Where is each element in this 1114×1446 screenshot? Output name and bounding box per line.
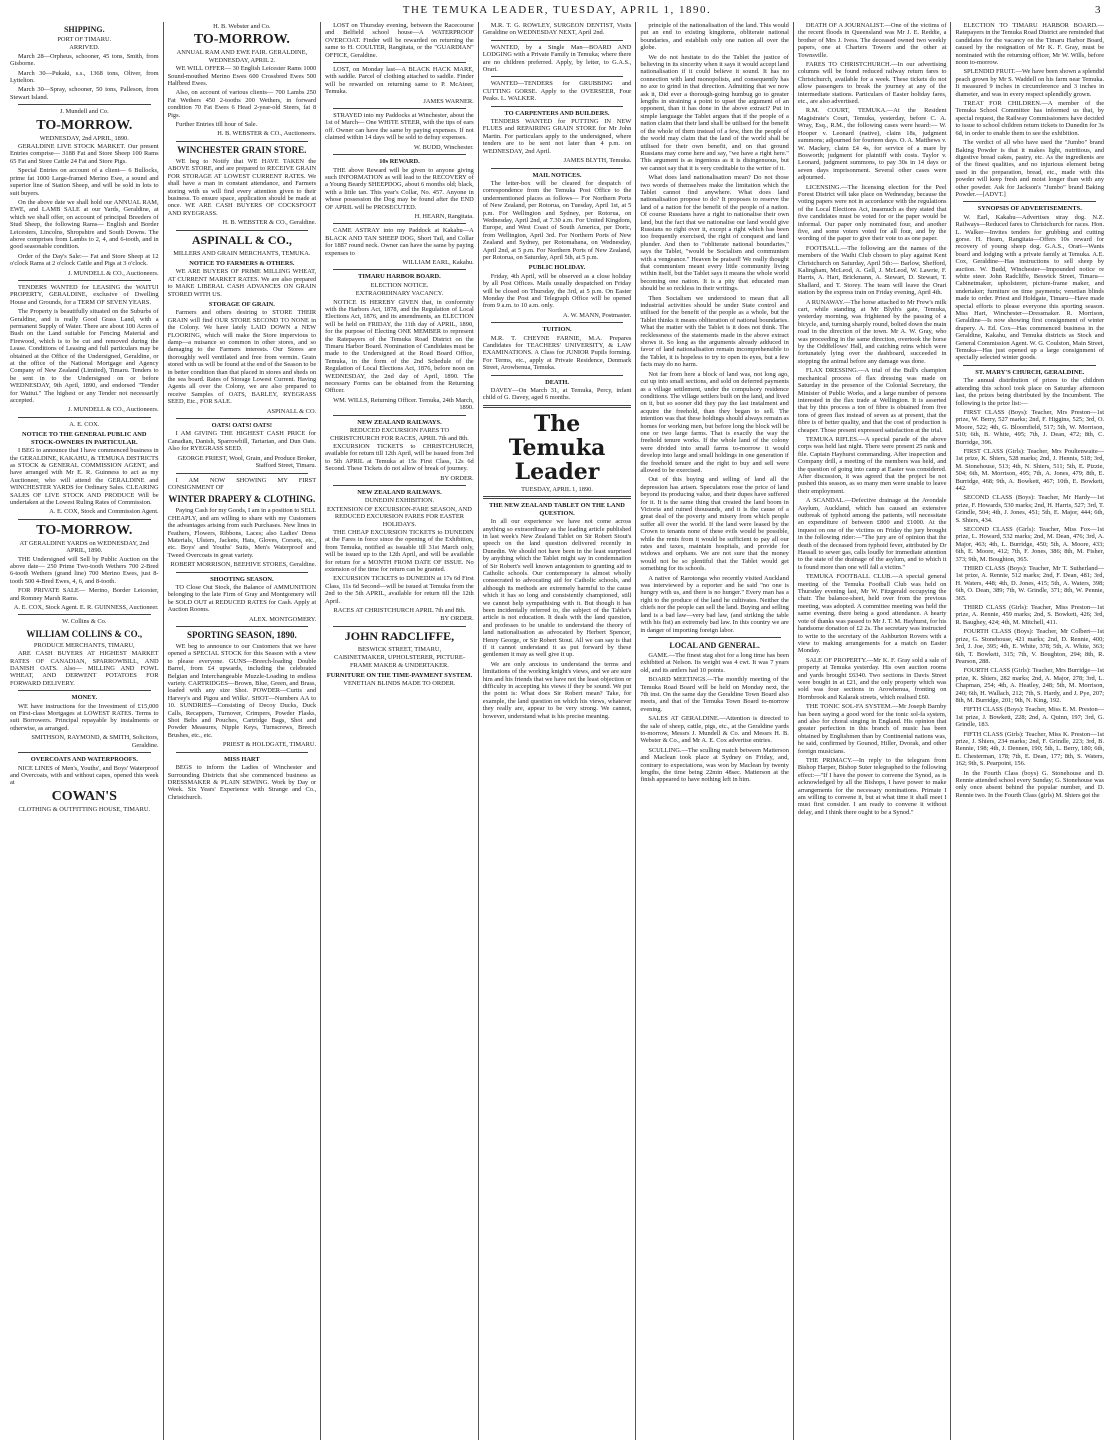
prize-list-entry: FOURTH CLASS (Boys): Teacher, Mr Colbert—1st prize, G. Stonehouse, 421 marks; 2nd, D. Rennie, 400; 3rd, J. Joe, 395; 4th, E. White, 378; 5th, A. White, 363; 6th, T. Bowkett, 315; 7th, V. Boughton, 294; 8th, R. Pearson, 288. bbox=[955, 628, 1105, 665]
ad-body: CAME ASTRAY into my Paddock at Kakahu—A BLACK AND TAN SHEEP DOG, Short Tail, and Collar for 1887 round neck. Owner can have the same by paying expenses to bbox=[325, 227, 474, 257]
ad-body: TENDERS WANTED for PUTTING IN NEW FLUES and REPAIRING GRAIN STORE for Mr John Martin. For particulars apply to the undersigned, where tenders are to be sent not later than 4 p.m. on WEDNESDAY, 2nd April. bbox=[482, 118, 632, 155]
prize-list-entry: SECOND CLASS (Boys): Teacher, Mr Hardy—1st prize, F. Howards, 530 marks; 2nd, H. Harris, 527; 3rd, T. Grindle, 504; 4th, J. Jones, 451; 5th, E. Major, 444; 6th, S. Shiers, 434. bbox=[955, 494, 1105, 524]
prize-list-entry: FIRST CLASS (Boys): Teacher, Mrs Preston—1st prize, W. Berry, 527 marks; 2nd, F. Higgins, 525; 3rd, O. Moore, 522; 4th, G. Bloomfield, 517; 5th, W. Morrison, 510; 6th, B. White, 495; 7th, J. Dean, 472; 8th, C. Burridge, 396. bbox=[955, 408, 1105, 446]
column-7 bbox=[950, 22, 1108, 1440]
ad-headline: DEATH. bbox=[545, 378, 569, 386]
port-heading: PORT OF TIMARU. bbox=[57, 36, 112, 43]
editorial-paragraph: A native of Rarotonga who recently visited Auckland was interviewed by a reporter and he said "no one is hungry with us, and there is no hunger." Every man has a right to the produce of the land he cultivates. Neither the chiefs nor the people can sell the land. Buying and selling land is a bad law—very bad law, (and striking the table with his fist) an extremely bad law. In this country we are in danger of importing foreign labor. bbox=[640, 574, 789, 634]
column-2 bbox=[163, 22, 321, 1440]
ad-body: I AM GIVING THE HIGHEST CASH PRICE for Canadian, Danish, Sparrowbill, Tartarian, and Dun Oats. Also for RYEGRASS SEED. bbox=[167, 430, 317, 453]
ad-headline: NEW ZEALAND RAILWAYS. bbox=[357, 488, 442, 496]
ad-headline: TENDERS WANTED for LEASING the WAITUI PROPERTY, GERALDINE, exclusive of Dwelling House and Grounds, for a TERM OF SEVEN YEARS. bbox=[10, 283, 159, 306]
ad-headline: NOTICE TO FARMERS & OTHERS. bbox=[189, 259, 295, 267]
ad-body: Friday, 4th April, will be observed as a close holiday by all Post Offices. Mails usually despatched on Friday will be closed on Thursday, the 3rd, at 5 p.m. On Easter Monday the Post and Telegraph Office will be opened from 9 a.m. to 10 a.m. only. bbox=[482, 272, 632, 310]
advertiser-name: H. B. Webster and Co. bbox=[213, 23, 271, 30]
advertiser-name: J. Mundell and Co. bbox=[59, 108, 109, 116]
page-title: THE TEMUKA LEADER, TUESDAY, APRIL 1, 1890. bbox=[402, 4, 712, 16]
prize-list-entry: FIRST CLASS (Girls): Teacher, Mrs Poultenwaite—1st prize, K. Shiers, 528 marks; 2nd, J. Hennis, 518; 3rd, M. Stonehouse, 513; 4th, N. Shiers, 511; 5th, E. Pizzie, 504; 6th, M. Morrison, 495; 7th, A. Jones, 479; 8th, E. Burridge, 468; 9th, A. Bowkett, 467; 10th, E. Bowkett, 442. bbox=[955, 447, 1105, 492]
news-item: W. Earl, Kakahu—Advertises stray dog. N.Z. Railways—Reduced fares to Christchurch for races. Hon. L. Walker—Invites tenders for grubbing and cutting gorse. H. Hearn, Rangitata—Offers 10s reward for recovery of young sheep dog. G.A.S., Orari—Wants board and lodging with a private family at Temuka. A.E. Cox, Geraldine—Has instructions to sell sheep by auction. W. Budd, Winchester—Impounded notice re white steer. John Radcliffe, Beswick Street, Timaru—Cabinetmaker, upholsterer, picture-frame maker, and undertaker; furniture on time payments; venetian blinds made to order. Priest and Holdgate, Timaru—Have made special efforts to please everyone this sporting season. Miss Hart, Winchester—Dressmaker. R. Morrison, Geraldine—Is now showing first consignment of winter drapery. A. Ed. Cox—Has commenced business in the Geraldine, Kakahu, and Temuka districts as Stock and General Commission Agent. W. G. Coulston, Main Street, Temuka—Has just opened up a large consignment of specially selected winter goods. bbox=[955, 213, 1105, 362]
ad-subhead: REDUCED EXCURSION FARES TO CHRISTCHURCH FOR RACES, APRIL 7th and 8th. bbox=[330, 427, 469, 442]
ad-signature: JAMES WARNER. bbox=[423, 97, 474, 105]
ad-headline: STORAGE OF GRAIN. bbox=[208, 300, 275, 308]
column-1 bbox=[6, 22, 163, 1440]
news-item: GAME.—The finest stag shot for a long time has been exhibited at Nelson. Its weight was 4 cwt. It was 7 years old, and its antlers had 10 points. bbox=[640, 651, 789, 674]
news-item: FARES TO CHRISTCHURCH.—In our advertising columns will be found reduced railway return fares to Christchurch, available for a week. These tickets do not allow passengers to break the journey at any of the intermediate stations. Particulars of Easter holiday fares, etc., are also advertised. bbox=[797, 61, 947, 106]
prize-list-entry: FIFTH CLASS (Boys): Teacher, Miss E. M. Preston—1st prize, J. Bowkett, 228; 2nd, A. Quinn, 197; 3rd, G. Grindle, 183. bbox=[955, 706, 1105, 729]
news-item: A RUNAWAY.—The horse attached to Mr Frew's milk cart, while standing at Mr Blyth's gate, Temuka, yesterday morning, was frightened by the passing of a bicycle, and, turning sharply round, bolted down the main road in the direction of the town. Mr A. W. Gray, who was proceeding in the same direction, overtook the horse by the Oddfellows' Hall, and catching reins which were fortunately lying over the dashboard, succeeded in stopping the animal before any damage was done. bbox=[797, 298, 947, 365]
news-item: THE PRIMACY.—In reply to the telegram from Bishop Harper, Bishop Suter telegraphed to the following effect:—"If I have the power to convene the Synod, as is acknowledged by all the Bishops, I have power to make arrangements for the necessary nominations. Primate I am willing to convene it, but at what time it shall meet I must first consider. I am ready to convene it without delay, and I think there ought to be a Synod." bbox=[797, 757, 947, 816]
arrival-entry: March 30—Pukaki, s.s., 1368 tons, Oliver, from Lyttelton. bbox=[10, 69, 159, 85]
ad-headline: TO-MORROW. bbox=[36, 522, 133, 538]
section-heading: SYNOPSIS OF ADVERTISEMENTS. bbox=[977, 205, 1082, 213]
ad-subhead: ELECTION NOTICE. bbox=[370, 281, 429, 289]
ad-headline: PUBLIC HOLIDAY. bbox=[528, 264, 586, 272]
ad-headline: FURNITURE ON THE TIME-PAYMENT SYSTEM. bbox=[326, 672, 473, 680]
ad-body: On the above date we shall hold our ANNUAL RAM, EWE, and LAMB SALE at our Yards, Geraldine, at which we shall offer, on account of principal Breeders of Stud Sheep, the following Rams— English and Border Leicesters, Lincolns, Shropshire and South Downs. The above comprises from Lambs to 2, 4, and 6-tooth, and in good seasonable condition. bbox=[10, 198, 159, 251]
ad-signature: SMITHSON, RAYMOND, & SMITH, Solicitors, Geraldine. bbox=[31, 734, 159, 749]
news-item: SALES AT GERALDINE.—Attention is directed to the sale of sheep, cattle, pigs, etc., at the Geraldine yards to-morrow, Messrs J. Mundell & Co. and Messrs H. B. Webster & Co., and Mr A. E. Cox advertise entries. bbox=[640, 715, 789, 745]
news-item: The verdict of all who have used the "Jumbo" brand Baking Powder is that it makes light, nutritious, and digestive bread cakes, pastry, etc. As the ingredients are of the finest qualities, and no injurious element being used in the preparation, bread, etc., made with this powder will keep fresh and moist longer than with any other powder. Ask for Jackson's "Jumbo" brand Baking Powder.—[ADVT.] bbox=[955, 139, 1105, 198]
ad-body: LOST, on Monday last—A BLACK HACK MARE, with saddle. Parcel of clothing attached to saddle. Finder will be rewarded on returning same to P. McAteer, Temuka. bbox=[325, 66, 474, 96]
ad-body: THE Undersigned will Sell by Public Auction on the above date— 250 Prime Two-tooth Wethers 700 2-Bred 6-tooth Wethers (grand line) 700 Merino Ewes, just 8-tooth 500 4-Bred Ewes, 4, 6, and 8-tooth. bbox=[10, 555, 159, 585]
ad-headline: 10s REWARD. bbox=[379, 158, 420, 166]
ad-signature: ASPINALL & CO. bbox=[266, 407, 317, 415]
ad-headline: TIMARU HARBOR BOARD. bbox=[358, 273, 441, 281]
news-item: THE TONIC SOL-FA SYSTEM.—Mr Joseph Barnby has been saying a good word for the tonic sol-fa system, and also for choral singing in England. His opinion that greater perfection in this branch of music has been obtained by Englishmen than by Continental nations was, he said, confirmed by Gounod, Hiller, Dvorak, and other foreign musicians. bbox=[797, 703, 947, 755]
news-item: TEMUKA RIFLES.—A special parade of the above corps was held last night. There were present 25 rank and file. Captain Hayhurst commanding. After inspection and Company drill, a meeting of the members was held, and the question of going into camp at Easter was considered. After discussion, it was agreed that the project be not pushed this season, as so many men were unable to leave their employment. bbox=[797, 435, 947, 495]
ad-body: BEGS to inform the Ladies of Winchester and Surrounding Districts that she commenced business as DRESSMAKER & PLAIN SEWING. Work by Day or Week. Six Years' Experience with Strange and Co., Christchurch. bbox=[167, 764, 317, 801]
ad-body: WANTED—TENDERS for GRUBBING and CUTTING GORSE. Apply to the OVERSEER, Four Peaks. L. WALKER. bbox=[482, 80, 632, 103]
ad-date: WEDNESDAY, 2nd APRIL, 1890. bbox=[39, 134, 129, 142]
ad-body: WE have instructions for the Investment of £15,000 on First-class Mortgages at LOWEST RATES. Terms to suit Borrowers. Principal repayable by instalments or otherwise, as arranged. bbox=[10, 702, 159, 732]
news-item: A SCANDAL.—Defective drainage at the Avondale Asylum, Auckland, which has caused an extensive outbreak of typhoid among the patients, will necessitate an expenditure of between £800 and £1000. At the inquest on one of the victims on Friday the jury brought in the following rider:—"The jury are of opinion that the death of the deceased from typhoid fever, attributed by Dr Hassall to sewer gas, calls loudly for immediate attention to the state of the drainage of the asylum, and to which it is found more than one will fall a victim." bbox=[797, 497, 947, 571]
news-item: SALE OF PROPERTY.—Mr K. F. Gray sold a sale of property at Temuka yesterday. His own auction rooms and yards brought £6340. Two sections in Davis Street were bought in at £21, and the only property which was sold was four sections in Arowhenua, fronting on Hornbrook and Kalarak streets, which realised £60. bbox=[797, 656, 947, 701]
editorial-paragraph: We do not hesitate to do the Tablet the justice of believing in its sincerity when it says it would accept land nationalisation if it could believe it sound. It has no connection with land monopolists, and consequently has no axe to grind in that direction. Admitting that we now ask it, Did ever a thorough-going humbug go to greater lengths in straining a point to upset the argument of an opponent, than it has done in the above extract? Put in simple language the Tablet argues that if the people of a nation claim that their land shall be utilised for the benefit of the whole of them instead of a few, then the people of the world may claim that the land of the world shall be utilised for their own benefit, and on that ground Russians may come here and say, "we have a right here." This argument is as ingenious as it is disingenuous, but we cannot say that it is very creditable to the writer of it. bbox=[640, 53, 789, 172]
ad-signature: PRIEST & HOLDGATE, TIMARU. bbox=[222, 741, 317, 749]
ad-body: GERALDINE LIVE STOCK MARKET. Our present Entries comprise— 3188 Fat and Store Sheep 100 Rams 65 Fat and Store Cattle 24 Fat and Store Pigs. bbox=[10, 143, 159, 165]
ad-subhead: BESWICK STREET, TIMARU, bbox=[357, 645, 442, 653]
prize-list-entry: FIFTH CLASS (Girls): Teacher, Miss K. Preston—1st prize, J. Shiers, 234 marks; 2nd, F. Grindle, 223; 3rd, B. Rennie, 198; 4th, J. Dennen, 190; 5th, L. Berry, 180; 6th, E. Chesterman, 178; 7th, E. Dean, 177; 8th, S. Waters, 162; 9th, S. Pearpoint, 156. bbox=[955, 730, 1105, 768]
ad-headline: OATS! OATS! OATS! bbox=[211, 422, 273, 430]
shipping-heading: SHIPPING. bbox=[63, 25, 105, 34]
news-item: R.M. COURT, TEMUKA.—At the Resident Magistrate's Court, Temuka, yesterday, before C. A. Wray, Esq., R.M., the following cases were heard:— W. Hooper v. Leonard (native), claim 18s, judgment summons; adjourned for fourteen days. O. A. Matthews v. W. Mackey, claim £4 4s, for service of a mare by Bosworth; judgment for plaintiff with costs. Taylor v. Leonard, judgment summons, to pay 30s in 14 days or seven days imprisonment. Several other cases were adjourned. bbox=[797, 107, 947, 182]
ad-headline: NEW ZEALAND RAILWAYS. bbox=[357, 418, 442, 426]
ad-body: LOST on Thursday evening, between the Racecourse and Belfield school house—A WATERPROOF OVERCOAT. Finder will be rewarded on returning the same to H. COULTER, Rangitata, or the "GUARDIAN" OFFICE, Geraldine. bbox=[325, 22, 474, 59]
ad-signature: JAMES BLYTH, Temuka. bbox=[563, 157, 632, 165]
ad-body: Farmers and others desiring to STORE THEIR GRAIN will find OUR STORE SECOND TO NONE in the Colony. We have lately LAID DOWN a NEW FLOORING, which will make the Store impervious to damp—a nuisance so common in other stores, and so damaging to the Farmers interests. Our Stores are thoroughly well ventilated and free from vermin. Grain stored with us will be found at the end of the Season to be in better condition than that placed in stores and sheds on the sea board. Rates of Storage Lowest Current. Having Agents all over the Colony, we are also prepared to receive Samples of OATS, BARLEY, RYEGRASS SEED, Etc., FOR SALE. bbox=[167, 309, 317, 406]
ad-body: THE CHEAP EXCURSION TICKETS to DUNEDIN at the Fares in force since the opening of the Exhibition, from Temuka, notified as issuable till 31st March only, will be issued up to the 12th April, and will be available for return for a MONTH FROM DATE OF ISSUE. No extension of the time for return can be granted. bbox=[325, 528, 474, 573]
editorial-paragraph: principle of the nationalisation of the land. This would put an end to existing kingdoms, obliterate national boundaries, and establish only one nation all over the globe. bbox=[640, 22, 789, 52]
section-heading: ST. MARY'S CHURCH, GERALDINE. bbox=[975, 368, 1085, 376]
editorial-paragraph: Then Socialism we understood to mean that all industrial activities should be under State control and utilised for the benefit of the people as a whole, but the Tablet thinks it means obliteration of national boundaries. What the matter with the Tablet is it does not think. The recklessness of the statements made in the above extract shows it. So long as the arguments already adduced in favor of land nationalisation remain incomprehensible to the Tablet, it is hopeless to try to open its eyes, but a few facts may do no harm. bbox=[640, 294, 789, 369]
ad-signature: W. BUDD, Winchester. bbox=[413, 143, 474, 151]
ad-body: WE WILL OFFER— 30 English Leicester Rams 1000 Sound-mouthed Merino Ewes 600 Crossbred Ewes 500 Halfbred Ewes. bbox=[167, 65, 317, 88]
ad-headline: SPORTING SEASON, 1890. bbox=[187, 630, 297, 640]
ad-signature: WM. WILLS, Returning Officer. Temuka, 24th March, 1890. bbox=[333, 396, 474, 412]
ad-signature: BY ORDER. bbox=[440, 615, 474, 623]
ad-signature: BY ORDER. bbox=[440, 474, 474, 482]
ad-body: M.R. T. G. ROWLEY, SURGEON DENTIST, Visits Geraldine on WEDNESDAY NEXT, April 2nd. bbox=[482, 22, 632, 37]
ad-subhead: RACES AT CHRISTCHURCH APRIL 7th and 8th. bbox=[333, 607, 466, 615]
editorial-paragraph: We are only anxious to understand the terms and limitations of the working knight's views, and we are sure him and his friends that we have not the least objection or difficulty in accepting his views if they be sound. We put the point is: What does Sir Robert mean? Take, for example, the land question on which his views, whatever they really are, appear to be very strong. We cannot, however, understand what is his precise meaning. bbox=[482, 660, 632, 720]
page-header bbox=[8, 4, 1106, 18]
news-item: TEMUKA FOOTBALL CLUB.—A special general meeting of the Temuka Football Club was held on Thursday evening last, Mr W. Fitzgerald occupying the chair. The balance-sheet, held over from the previous meeting, was adopted. A committee meeting was held the same evening, there being a good attendance. A hearty vote of thanks was passed to Mr J. T. M. Hayhurst, for his handsome donation of £2 2s. The secretary was instructed to write to the secretary of the Ashburton Rovers with a view to making arrangements for a match on Easter Monday. bbox=[797, 573, 947, 655]
ad-body: Special Entries on account of a client— 6 Bullocks, prime fat 1000 Large-framed Merino Ewe, a sound and superior line of Station Sheep, and will be sold in lots to suit buyers. bbox=[10, 167, 159, 197]
ad-body: THE above Reward will be given to anyone giving such INFORMATION as will lead to the RECOVERY of a Young Beardy SHEEPDOG, about 6 months old; black, with a little tan. This year's Collar, No. 457. Anyone in whose possession the Dog may be found after the END OF APRIL will be PROSECUTED. bbox=[325, 166, 474, 211]
ad-body: WE beg to announce to our Customers that we have opened a SPECIAL STOCK for this Season with a view to please everyone. GUNS—Breech-loading Double Barrel, from £4 upwards, including the celebrated Belgian and Interchangeable Muzzle-Loading in endless variety. CARTRIDGES—Brown, Blue, Green, and Brass, loaded with any size Shot. POWDER—Curtis and Harvey's and Pigou and Wilks'. SHOT—Numbers AA to 10. SUNDRIES—Consisting of Decoy Ducks, Duck Calls, Recappers, Turnover, Crimpers, Powder Flasks, Shot Belts and Pouches, Cartridge Bags, Shot and Powder Measures, Nipple Keys, Turnscrews, Breech Brushes, etc., etc. bbox=[167, 643, 317, 739]
ad-headline: TUITION. bbox=[542, 326, 572, 334]
advertiser-name: W. Collins & Co. bbox=[62, 618, 107, 626]
arrived-heading: ARRIVED. bbox=[69, 44, 100, 52]
column-6 bbox=[793, 22, 951, 1440]
ad-body: The Property is beautifully situated on the Suburbs of Geraldine, and is really Good Grass Land, with a permanent Supply of Water. There are about 100 Acres of Bush on the Land suitable for Fencing Material and Firewood, which is to be cut and removed during the Lease. Conditions of Leasing and full particulars may be obtained at the Office of the Undersigned, Geraldine, or at the office of the National Mortgage and Agency Company of New Zealand (Limited), Timaru. Tenders to be sent in to the Undersigned on or before WEDNESDAY, 9th April, 1890, and endorsed "Tender for Waitui." The highest or any Tender not necessarily accepted. bbox=[10, 308, 159, 405]
ad-body: M.R. T. CHEYNE FARNIE, M.A. Prepares Candidates for TEACHERS' UNIVERSITY, & LAW EXAMINATIONS. A Class for JUNIOR Pupils forming. For Terms, etc., apply at Private Residence, Denmark Street, Arowhenua, Temuka. bbox=[482, 334, 632, 372]
ad-headline: COWAN'S bbox=[51, 788, 117, 804]
ad-headline: JOHN RADCLIFFE, bbox=[344, 628, 455, 643]
ad-body: Also, on account of various clients— 700 Lambs 250 Fat Wethers 450 2-tooths 200 Wethers, in forward condition 70 Fat Ewes 6 Head 2-year-old Steers, fat 8 Pigs. bbox=[167, 89, 317, 119]
ad-headline: TO CARPENTERS AND BUILDERS. bbox=[504, 109, 610, 117]
masthead-date: TUESDAY, APRIL 1, 1890. bbox=[521, 485, 593, 493]
section-heading: LOCAL AND GENERAL. bbox=[669, 640, 760, 650]
ad-body: EXCURSION TICKETS to DUNEDIN at 17s 6d First Class, 11s 6d Second—will be issued at Temuka from the 2nd to the 5th APRIL, available for return till the 12th April. bbox=[325, 575, 474, 605]
ad-body: TO Close Out Stock, the Balance of AMMUNITION belonging to the late Firm of Gray and Montgomery will be SOLD OUT at REDUCED RATES for Cash. Apply at Auction Rooms. bbox=[167, 583, 317, 614]
ad-body: NOTICE IS HEREBY GIVEN that, in conformity with the Harbors Act, 1878, and the Regulation of Local Elections Act, 1876, and its amendments, an ELECTION will be held on FRIDAY, the 11th day of APRIL, 1890, for the purpose of Electing ONE MEMBER to represent the Ratepayers of the Temuka Road District on the Timaru Harbor Board. Nomination of Candidates must be made to the Undersigned at the Road Board Office, Temuka, in the form of the 2nd Schedule of the Regulation of Local Elections Act, 1876, before noon on WEDNESDAY, the 2nd day of April, 1890. The necessary Forms can be obtained from the Returning Officer. bbox=[325, 298, 474, 395]
editorial-paragraph: Not far from here a block of land was, not long ago, cut up into small sections, and sold on deferred payments as a village settlement, under the compulsory residence conditions. The village settlers built on the land, and lived on it, but so sooner did they pay the last instalment and acquire the freehold, than they began to sell. The intention was that these holdings should always remain as homes for working men, but before long the block will be one or two large farms. That is exactly the way the freehold tenure works. If the whole land of the colony were divided into small farms to-morrow it would develop into large and small holdings in one generation if the freehold tenure and the right to buy and sell were allowed to be exercised. bbox=[640, 370, 789, 474]
ad-signature: J. MUNDELL & CO., Auctioneers. bbox=[67, 406, 159, 414]
ad-headline: WILLIAM COLLINS & CO., bbox=[26, 628, 143, 639]
ad-body: WE ARE BUYERS OF PRIME MILLING WHEAT, AT CURRENT MARKET RATES. We are also prepared to MAKE LIBERAL CASH ADVANCES ON GRAIN STORED WITH US. bbox=[167, 268, 317, 298]
ad-signature: H. HEARN, Rangitata. bbox=[414, 212, 474, 220]
ad-body: FOR PRIVATE SALE— Merino, Border Leicester, and Romney Marsh Rams. bbox=[10, 587, 159, 602]
editorial-paragraph: Out of this buying and selling of land all the depression has arisen. Speculators rose the price of land beyond its producing value, and their dupes have suffered for it. It is the same thing that created the land boom in Victoria and ruined thousands, and it is the cause of a great deal of the poverty and misery from which people suffer all over the world. If the land were leased by the Crown to tenants none of these evils would be possible, while the rents from it would be sufficient to pay all our rates and taxes, maintain hospitals, and provide for widows and orphans. We are not sure that the money would not be so plentiful that the Tablet would get something for its schools. bbox=[640, 476, 789, 573]
column-3 bbox=[320, 22, 478, 1440]
news-item: The annual distribution of prizes to the children attending this school took place on Saturday afternoon last, the prizes being distributed by the Incumbent. The following is the prize list:— bbox=[955, 377, 1105, 407]
news-item: SCULLING.—The sculling match between Matterson and Maclean took place at Sydney on Friday, and, contrary to expectations, was won by Maclean by twenty lengths, the time being 22min 48sec. Matterson at the finish appeared to have nothing left in him. bbox=[640, 746, 789, 784]
editorial-paragraph: In all our experience we have not come across anything so extraordinary as the leading article published in last week's New Zealand Tablet on Sir Robert Stout's speech on the land question delivered recently in Dunedin. We should not have been in the least surprised by anything which the Tablet might say in condemnation of Sir Robert's well known antagonism to granting aid to Catholic schools. Our contemporary is almost wholly consecrated to advocating aid for Catholic schools, and although its methods are extremely harmful to the cause which it has so long and consistently championed, still we cannot help sympathising with it. But though it has been incidentally referred to, the subject of the Tablet's article is not education. It deals with the land question, and professes to be unable to understand the theory of land nationalisation as advocated by Herbert Spencer, Henry George, or Sir Robert Stout. All we can say is that if it cannot understand it as put forward by these gentlemen it may as well give it up. bbox=[482, 518, 632, 659]
ad-date: AT GERALDINE YARDS on WEDNESDAY, 2nd APRIL, 1890. bbox=[19, 539, 150, 555]
ad-signature: H. B. WEBSTER & CO., Geraldine. bbox=[222, 219, 317, 227]
ad-body: EXCURSION TICKETS to CHRISTCHURCH, available for return till 12th April, will be issued from 3rd to 5th APRIL at Temuka at 15s First Class, 12s 6d Second. These Tickets do not allow of break of journey. bbox=[325, 442, 474, 473]
ad-body: ARE CASH BUYERS AT HIGHEST MARKET RATES OF CANADIAN, SPARROWBILL, AND DANISH OATS. Also— MILLING AND FOWL WHEAT, AND DERWENT POTATOES FOR FORWARD DELIVERY. bbox=[10, 650, 159, 687]
ad-subhead: EXTENSION OF EXCURSION-FARE SEASON, AND REDUCED EXCURSION FARES FOR EASTER HOLIDAYS. bbox=[326, 505, 472, 528]
editorial-paragraph: What does land nationalisation mean? Do not those two words of themselves make the limitation which the Tablet cannot find anywhere. What does land nationalisation propose to do? It proposes to reserve the land of a nation for the benefit of the people of a nation. Of course Russians have a right to nationalise their own land, but the fact that we nationalise our land would give Russians no right over it, except a right which has been too frequently exercised, the right of conquest and land plunder. And then to "obliterate national boundaries," says the Tablet, "would be Socialism and communism with a vengeance." Heaven be praised! We really thought that communism meant every little community living within itself, but the Tablet says it means the whole world becoming one nation. It is a pity that educated man should be so reckless in their writings. bbox=[640, 174, 789, 293]
arrival-entry: March 28—Orpheus, schooner, 45 tons, Smith, from Gisborne. bbox=[10, 52, 159, 68]
prize-list-entry: THIRD CLASS (Girls): Teacher, Miss Preston—1st prize, A. Rennie, 459 marks; 2nd, S. Bowkett, 426; 3rd, R. Baughey, 424; 4th, M. Mitchell, 411. bbox=[955, 604, 1105, 626]
prize-list-entry: THIRD CLASS (Boys): Teacher, Mr T. Sutherland—1st prize, A. Rennie, 512 marks; 2nd, F. Dean, 481; 3rd, H. Waters, 448; 4th, D. Jones, 415; 5th, A. Waters, 398; 6th, O. Dean, 389; 7th, W. Grindle, 371; 8th, W. Pennie, 365. bbox=[955, 565, 1105, 602]
prize-list-entry: In the Fourth Class (boys) G. Stonehouse and D. Rennie attended school every Sunday; G. Stonehouse was only once absent behind the popular number, and D. Rennie two. In the Fourth Class (girls) M. Shiers got the bbox=[955, 769, 1105, 799]
news-item: LICENSING.—The licensing election for the Peel Forest District will take place on Wednesday, because the voting papers were not in accordance with the regulations of the Local Elections Act, inasmuch as they stated that five candidates must be voted for or the paper would be informal. Our paper only nominated four, and another five, and some voters voted for all four, and by the wording of the paper to give their vote to as one paper. bbox=[797, 183, 947, 243]
ad-signature: ROBERT MORRISON, BEEHIVE STORES, Geraldine. bbox=[170, 561, 317, 569]
ad-signature: GEORGE FRIEST, Wool, Grain, and Produce Broker, Stafford Street, Timaru. bbox=[177, 454, 317, 470]
ad-headline: MISS HART bbox=[224, 755, 260, 763]
ad-body: WE beg to Notify that WE HAVE TAKEN the ABOVE STORE, and are prepared to RECEIVE GRAIN FOR STORAGE AT LOWEST CURRENT RATES. We shall have a man in constant attendance, and Farmers storing with us will find every attention given to their business. To ensure space, application should be made at once. WE ARE CASH BUYERS OF COCKSFOOT AND RYEGRASS. bbox=[167, 157, 317, 217]
ad-signature: H. B. WEBSTER & CO., Auctioneers. bbox=[217, 130, 317, 138]
ad-subhead: CLOTHING & OUTFITTING HOUSE, TIMARU. bbox=[18, 805, 151, 813]
ad-body: Further Entries till hour of Sale. bbox=[175, 121, 258, 129]
column-5 bbox=[635, 22, 793, 1440]
ad-body: The letter-box will be cleared for despatch of correspondence from the Temuka Post Office to the undermentioned places as follows— For Northern Ports of New Zealand, per Rotorua, on Tuesday, April 1st, at 5 p.m. For Wellington and Sydney, per Rotorua, on Wednesday, April 2nd, at 7.30 a.m. For United Kingdom, Europe, and West Coast of South America, per Doric, from Wellington, April 3rd. For Northern Ports of New Zealand and Sydney, per Rotomahana, on Wednesday, April 2nd, at 5 p.m. For Northern Ports of New Zealand, per Rotorua, on Saturday, April 5th, at 5 p.m. bbox=[482, 179, 632, 261]
ad-subhead: CABINETMAKER, UPHOLSTERER, PICTURE-FRAME MAKER & UNDERTAKER. bbox=[333, 654, 465, 669]
news-item: BOARD MEETINGS.—The monthly meeting of the Temuka Road Board will be held on Monday next, the 7th inst. On the same day the Geraldine Town Board also meets, and that of the Temuka Town Board to-morrow evening. bbox=[640, 676, 789, 713]
ad-headline: NOTICE TO THE GENERAL PUBLIC AND STOCK-OWNERS IN PARTICULAR. bbox=[22, 431, 147, 446]
ad-subhead: MILLERS AND GRAIN MERCHANTS, TEMUKA. bbox=[173, 249, 311, 257]
ad-signature: A. E. COX, Stock Agent. E. R. GUINNESS, Auctioneer. bbox=[13, 604, 159, 611]
news-item: SPLENDID FRUIT.—We have been shown a splendid peach grown by Mr S. Waddell on his farm near Temuka. It measured 9 inches in circumference and 3 inches in diameter, and was in every respect splendidly grown. bbox=[955, 68, 1105, 98]
ad-subhead: ANNUAL RAM AND EWE FAIR. GERALDINE, WEDNESDAY, APRIL 2. bbox=[176, 49, 308, 64]
ad-subhead: EXTRAORDINARY VACANCY. bbox=[355, 290, 444, 298]
ad-signature: A. E. COX, Stock and Commission Agent. bbox=[49, 508, 159, 516]
news-item: FLAX DRESSING.—A trial of the Bull's champion mechanical process of flax dressing was made on Saturday in the presence of the Colonial Secretary, the Minister of Public Works, and a large number of persons interested in the flax trade at Wellington. It is asserted that by this process a ton of fibre is obtained from five tons of green flax instead of seven as at present, that the fibre is of better quality, and that the cost of production is cheaper. Those present expressed satisfaction at the trial. bbox=[797, 367, 947, 434]
prize-list-entry: FOURTH CLASS (Girls): Teacher, Mrs Burridge—1st prize, K. Shiers, 282 marks; 2nd, A. Major, 278; 3rd, L. Chapman, 254; 4th, A. Heatley, 248; 5th, M. Morrison, 240; 6th, H. Wallach, 212; 7th, S. Hardy, and J. Pye, 207; 8th, M. Burridge, 201; 9th, N. King, 192. bbox=[955, 667, 1105, 704]
editorial-headline: THE NEW ZEALAND TABLET ON THE LAND QUESTION. bbox=[489, 502, 625, 517]
newspaper-columns bbox=[6, 22, 1108, 1440]
notice-body: DAVEY—On March 31, at Temuka, Percy, infant child of G. Davey, aged 6 months. bbox=[482, 387, 632, 402]
advertiser-name: A. E. COX. bbox=[69, 420, 100, 428]
page-number: 3 bbox=[1095, 4, 1102, 16]
ad-headline: MAIL NOTICES. bbox=[532, 171, 582, 179]
ad-signature: J. MUNDELL & CO., Auctioneers. bbox=[67, 269, 159, 277]
ad-headline: ASPINALL & CO., bbox=[191, 232, 292, 247]
ad-signature: A. W. MANN, Postmaster. bbox=[562, 311, 632, 319]
arrival-entry: March 30—Spray, schooner, 50 tons, Palleson, from Stewart Island. bbox=[10, 86, 159, 101]
ad-body: Paying Cash for my Goods, I am in a position to SELL CHEAPLY, and am willing to share with my Customers the advantages arising from such Purchases. New lines in Feathers, Flowers, Ribbons, Laces; also Ladies' Dress Materials, Ulsters, Jackets, Hats, Gloves, Corsets, etc., etc. Boys' and Youths' Suits, Men's Waterproof and Tweed Overcoats in great variety. bbox=[167, 507, 317, 559]
masthead: The Temuka Leader bbox=[508, 410, 606, 485]
ad-signature: ALEX. MONTGOMERY. bbox=[248, 615, 317, 623]
ad-subhead: VENETIAN BLINDS MADE TO ORDER. bbox=[343, 680, 456, 688]
ad-body: WANTED, by a Single Man—BOARD AND LODGING with a Private Family in Temuka; where there are no children preferred. Apply, by letter, to G.A.S., Orari. bbox=[482, 43, 632, 74]
column-4 bbox=[478, 22, 636, 1440]
ad-subhead: PRODUCE MERCHANTS, TIMARU, bbox=[33, 641, 135, 649]
news-item: FOOTBALL.—The following are the names of the members of the Waihi Club chosen to play against Kent Christchurch on Saturday, April 5th:— Barlow, Shefford, Kalingham, McLeod, A. Gell, J. McLeod, W. Lawrie, F. Harris, A. Hart, Brickmann, A. Stewart, D. Stewart, T. Shallard, and T. Storey. The team will leave the Orari station by the express train on Friday evening, April 4th. bbox=[797, 244, 947, 297]
ad-body: I BEG to announce that I have commenced business in the GERALDINE, KAKAHU, & TEMUKA DISTRICTS as STOCK & GENERAL COMMISSION AGENT, and have arranged with Mr E. R. Guinness to act as my Auctioneer, who will attend the GERALDINE and WINCHESTER YARDS for Ordinary Sales. CLEARING SALES OF LIVE STOCK AND PRODUCE Will be undertaken at the Lowest Ruling Rates of Commission. bbox=[10, 447, 159, 506]
ad-headline: MONEY. bbox=[71, 694, 98, 702]
ad-signature: WILLIAM EARL, Kakahu. bbox=[402, 258, 474, 266]
news-item: ELECTION TO TIMARU HARBOR BOARD.—Ratepayers in the Temuka Road District are reminded that candidates for the vacancy on the Timaru Harbor Board, caused by the resignation of Mr K. F. Gray, must be nominated with the returning officer, Mr W. Wills, before noon to-morrow. bbox=[955, 22, 1105, 67]
news-item: TREAT FOR CHILDREN.—A member of the Temuka School Committee has informed us that, by special request, the Railway Commissioners have decided to issue to school children return tickets to Dunedin for 3s 6d, in order to enable them to see the exhibition. bbox=[955, 100, 1105, 137]
ad-headline: SHOOTING SEASON. bbox=[210, 575, 274, 583]
ad-headline: WINTER DRAPERY & CLOTHING. bbox=[168, 494, 316, 505]
ad-body: STRAYED into my Paddocks at Winchester, about the 1st of March— One WHITE STEER, with the tips of ears off. Owner can have the same by paying expenses. If not claimed within 14 days will be sold to defray expenses. bbox=[325, 112, 474, 142]
ad-body: NICE LINES of Men's, Youths', and Boys' Waterproof and Overcoats, with and without capes, opened this week at bbox=[10, 764, 159, 787]
ad-subhead: DUNEDIN EXHIBITION. bbox=[364, 497, 435, 505]
ad-headline: WINCHESTER GRAIN STORE. bbox=[177, 144, 307, 155]
news-item: DEATH OF A JOURNALIST.—One of the victims of the recent floods in Queensland was Mr J. E. Reddie, a brother of Mrs J. Ivess. The deceased owned two weekly papers, one at Charters Towers and the other at Townsville. bbox=[797, 22, 947, 59]
ad-body: I AM NOW SHOWING MY FIRST CONSIGNMENT OF bbox=[167, 476, 317, 491]
ad-headline: TO-MORROW. bbox=[36, 117, 133, 133]
ad-headline: TO-MORROW. bbox=[193, 32, 290, 48]
ad-headline: OVERCOATS AND WATERPROOFS. bbox=[30, 756, 138, 764]
ad-body: Order of the Day's Sale:— Fat and Store Sheep at 12 o'clock Rams at 2 o'clock Cattle and Pigs at 3 o'clock. bbox=[10, 252, 159, 268]
prize-list-entry: SECOND CLASS (Girls): Teacher, Miss Fox—1st prize, L. Howard, 532 marks; 2nd, M. Dean, 476; 3rd, A. Major, 463; 4th, L. Burridge, 450; 5th, A. Moore, 433; 6th, E. Moore, 412; 7th, F. Jones, 386; 8th, M. Fisher, 373; 9th, M. Boughton, 365. bbox=[955, 526, 1105, 563]
